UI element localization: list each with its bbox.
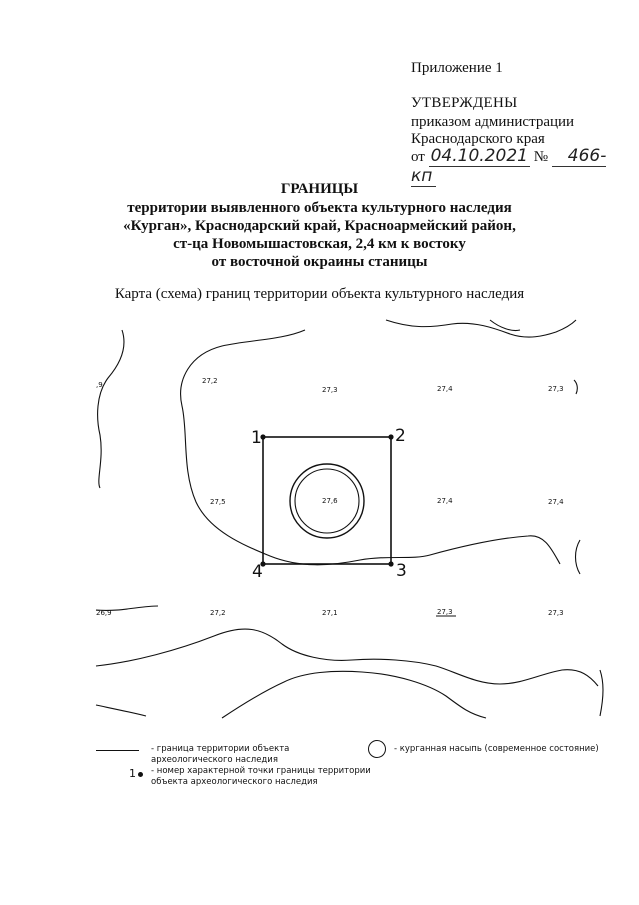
legend-point-label: - номер характерной точки границы территории объекта археологического наследия <box>151 766 371 787</box>
point-marker-3 <box>388 561 393 566</box>
contour-line <box>96 705 146 716</box>
contour-line <box>386 320 576 337</box>
sign-number: 466-кп <box>411 146 607 186</box>
elevation-label: 27,2 <box>210 609 226 617</box>
contour-line <box>96 629 598 686</box>
appendix-label: Приложение 1 <box>411 60 503 76</box>
elevation-label: 27,4 <box>548 498 564 506</box>
doc-title-line-3: ст-ца Новомышастовская, 2,4 км к востоку <box>173 236 466 252</box>
contour-line <box>222 671 486 718</box>
elevation-label: 27,3 <box>548 385 564 393</box>
elevation-label: 26,9 <box>96 609 112 617</box>
elevation-label: ,9 <box>96 381 103 389</box>
point-label-3: 3 <box>396 561 407 581</box>
elevation-label: 27,4 <box>437 497 453 505</box>
approved-line-2: Краснодарского края <box>411 131 545 147</box>
sign-prefix: от <box>411 149 425 165</box>
contour-line <box>576 540 581 574</box>
legend-mound-label: - курганная насыпь (современное состояние) <box>394 744 599 754</box>
contour-line <box>98 330 124 488</box>
legend-point-number: 1 <box>129 767 136 780</box>
doc-title-line-4: от восточной окраины станицы <box>211 254 428 270</box>
sign-date: 04.10.2021 <box>430 146 528 166</box>
elevation-label: 27,3 <box>548 609 564 617</box>
point-marker-2 <box>388 434 393 439</box>
sign-number-label: № <box>533 149 549 165</box>
elevation-label: 27,3 <box>437 608 453 616</box>
map-caption: Карта (схема) границ территории объекта культурного наследия <box>114 286 525 302</box>
elevation-label: 27,4 <box>437 385 453 393</box>
elevation-label: 27,3 <box>322 386 338 394</box>
legend <box>96 736 616 796</box>
legend-point-sample <box>129 767 143 780</box>
point-label-2: 2 <box>395 426 406 446</box>
approved-line-1: приказом администрации <box>411 114 575 130</box>
point-label-4: 4 <box>252 562 263 582</box>
point-label-1: 1 <box>251 428 262 448</box>
boundary-map <box>0 310 639 730</box>
contour-line <box>181 330 560 565</box>
contour-line <box>574 380 577 394</box>
doc-title-line-2: «Курган», Краснодарский край, Красноармейский район, <box>123 218 516 234</box>
approved-label: УТВЕРЖДЕНЫ <box>411 95 518 111</box>
elevation-label: 27,6 <box>322 497 338 505</box>
contour-line <box>600 670 603 716</box>
signature-line <box>411 146 611 186</box>
legend-mound-sample <box>368 740 386 758</box>
elevation-label: 27,5 <box>210 498 226 506</box>
elevation-label: 27,1 <box>322 609 338 617</box>
legend-boundary-line-sample <box>96 750 139 751</box>
doc-title: ГРАНИЦЫ <box>280 181 359 197</box>
doc-title-line-1: территории выявленного объекта культурного наследия <box>127 200 512 216</box>
legend-boundary-label: - граница территории объекта археологического наследия <box>151 744 290 765</box>
elevation-label: 27,2 <box>202 377 218 385</box>
legend-point-dot <box>138 772 143 777</box>
